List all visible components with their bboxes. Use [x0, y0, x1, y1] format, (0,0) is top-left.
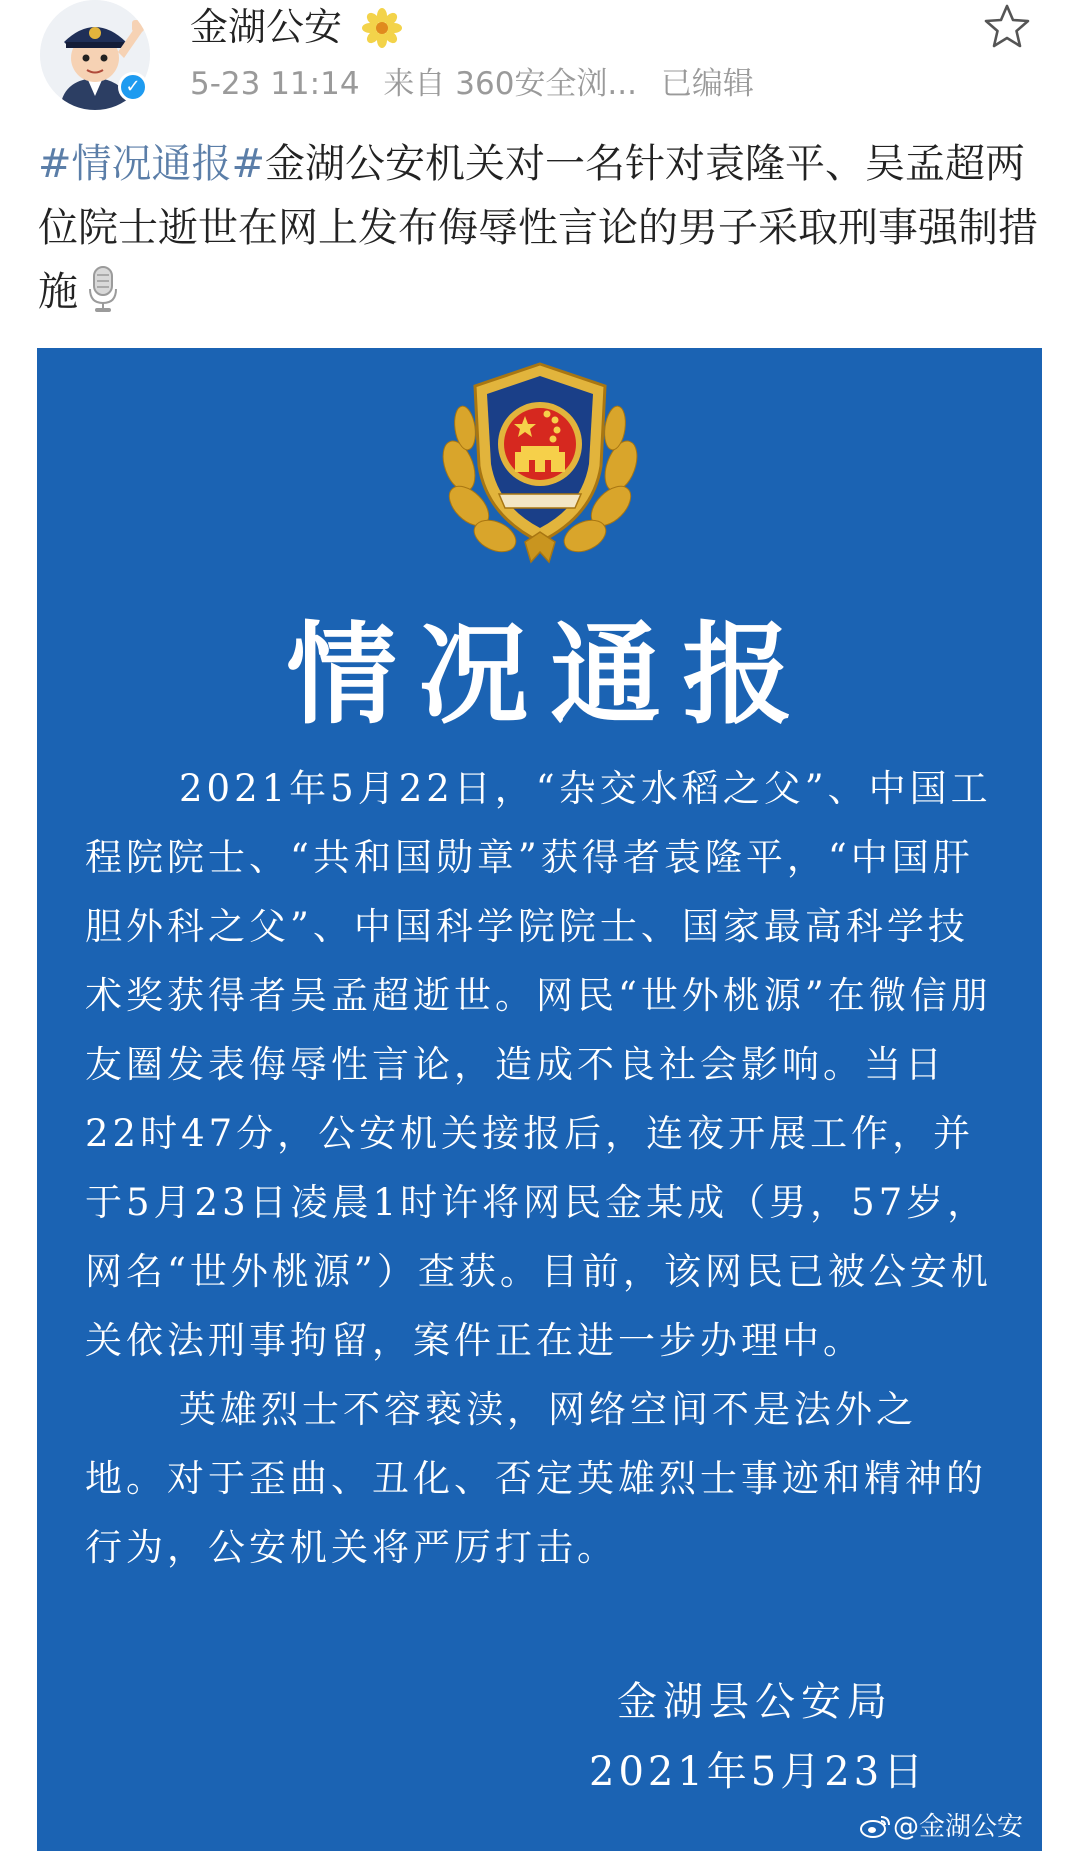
- post-timestamp: 5-23 11:14: [190, 66, 360, 102]
- notice-body: [85, 754, 995, 1582]
- weibo-logo-icon: [859, 1813, 891, 1839]
- flower-icon: [362, 8, 402, 48]
- username[interactable]: 金湖公安: [190, 5, 343, 49]
- signature-organization: 金湖县公安局: [617, 1679, 893, 1725]
- edited-label[interactable]: 已编辑: [660, 66, 754, 102]
- police-emblem-icon: [429, 356, 651, 578]
- notice-title: 情况通报: [286, 610, 815, 739]
- post-header: [0, 0, 1080, 120]
- post-source[interactable]: 来自 360安全浏...: [383, 66, 637, 102]
- watermark-text: @金湖公安: [893, 1812, 1024, 1842]
- notice-image[interactable]: [37, 348, 1042, 1851]
- post-body-text: 金湖公安机关对一名针对袁隆平、吴孟超两位院士逝世在网上发布侮辱性言论的男子采取刑事强制措施: [38, 141, 1038, 315]
- notice-paragraph: 2021年5月22日，“杂交水稻之父”、中国工程院院士、“共和国勋章”获得者袁隆平，“中国肝胆外科之父”、中国科学院院士、国家最高科学技术奖获得者吴孟超逝世。网民“世外桃源”在微信朋友圈发表侮辱性言论，造成不良社会影响。当日22时47分，公安机关接报后，连夜开展工作，并于5月23日凌晨1时许将网民金某成（男，57岁，网名“世外桃源”）查获。目前，该网民已被公安机关依法刑事拘留，案件正在进一步办理中。: [85, 767, 992, 1362]
- post-text: [38, 132, 1043, 324]
- microphone-icon: [88, 265, 118, 313]
- weibo-watermark: [859, 1806, 1023, 1843]
- hashtag-link[interactable]: #情况通报#: [38, 141, 266, 187]
- verified-badge-icon: ✓: [118, 72, 148, 102]
- post-meta: [190, 62, 754, 106]
- star-icon[interactable]: [982, 2, 1032, 52]
- signature-date: 2021年5月23日: [589, 1749, 928, 1795]
- notice-paragraph: 英雄烈士不容亵渎，网络空间不是法外之地。对于歪曲、丑化、否定英雄烈士事迹和精神的行为，公安机关将严厉打击。: [85, 1388, 987, 1569]
